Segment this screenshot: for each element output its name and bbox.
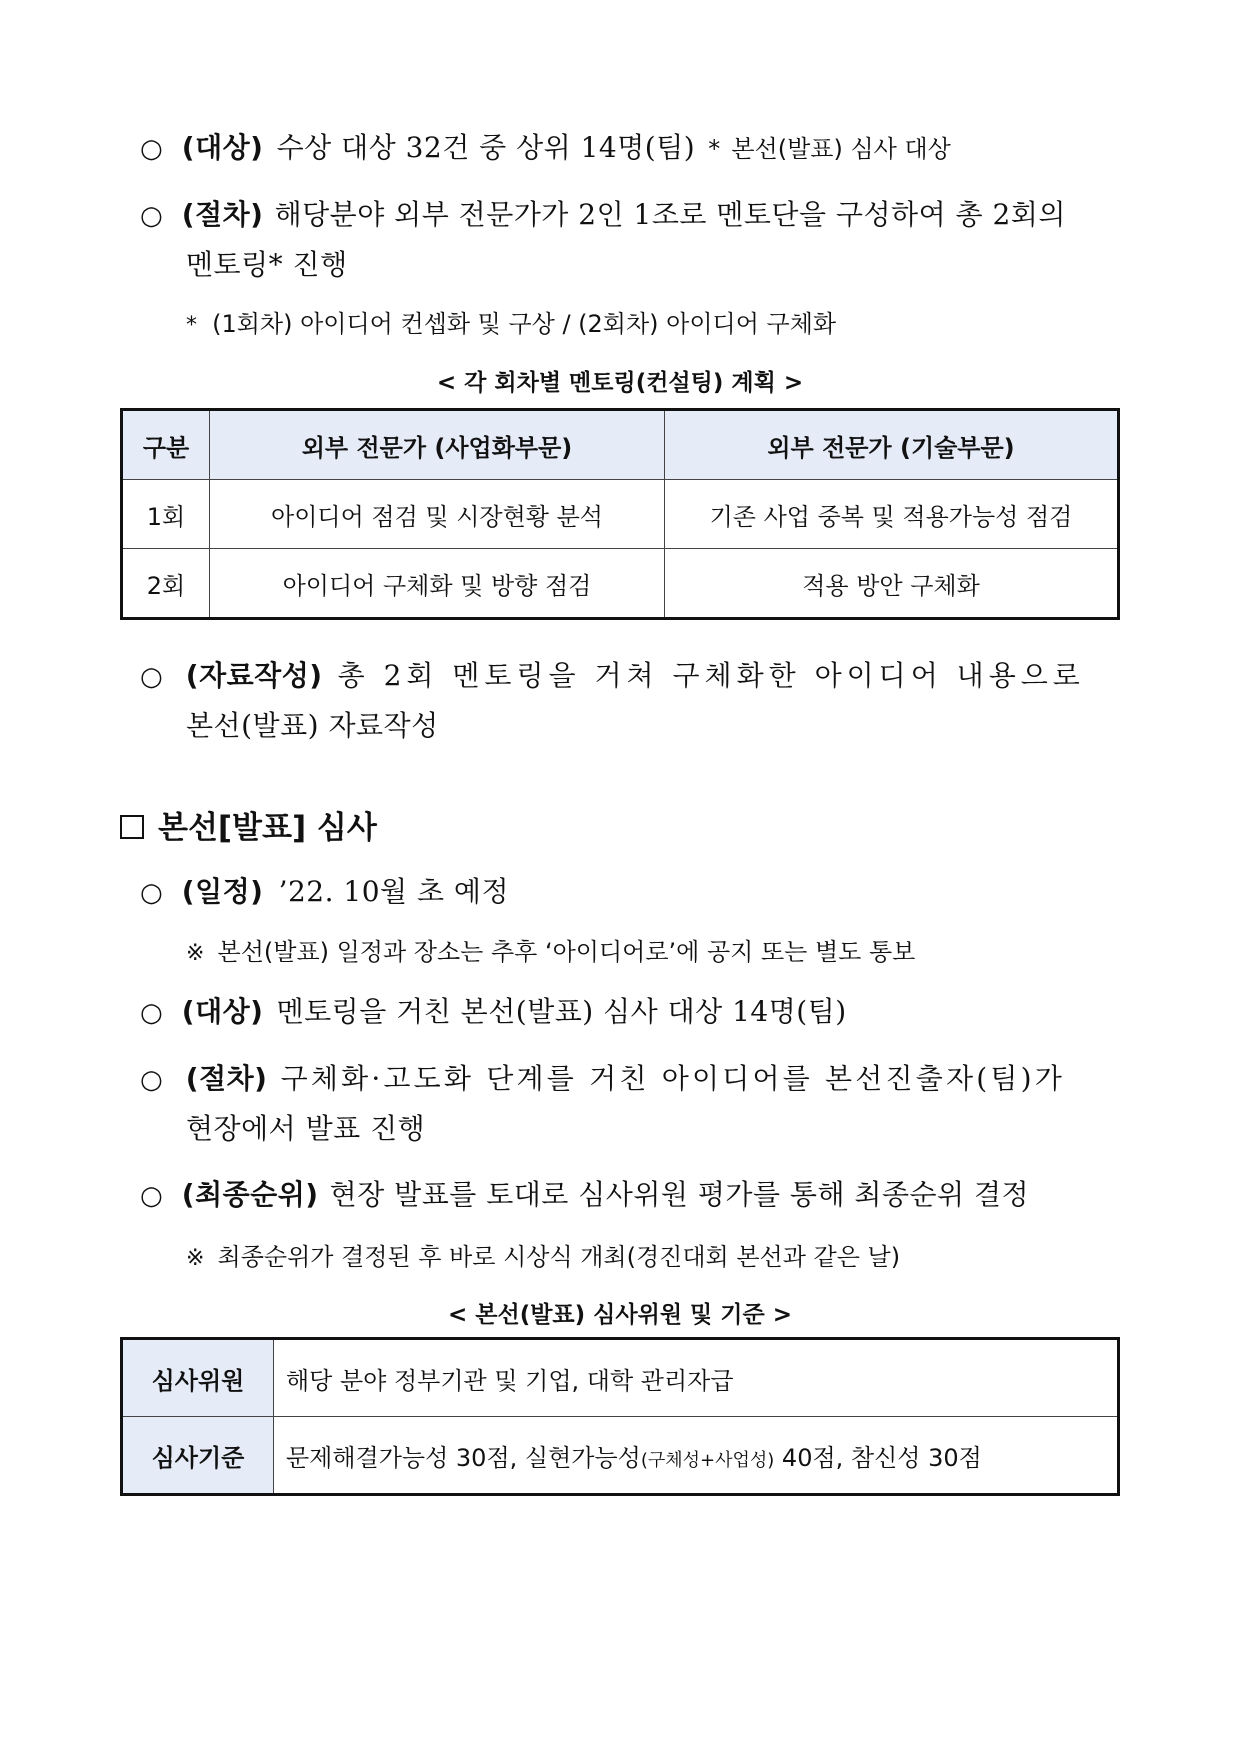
bullet: ○ <box>140 134 163 164</box>
target2-text: 멘토링을 거친 본선(발표) 심사 대상 14명(팀) <box>276 995 847 1028</box>
procedure2-line2: 현장에서 발표 진행 <box>186 1112 426 1145</box>
bullet: ○ <box>140 878 163 908</box>
section-title-row <box>120 802 377 847</box>
table-row <box>122 1339 1119 1417</box>
procedure-item <box>140 193 1066 233</box>
header-cell: 외부 전문가 (사업화부문) <box>210 410 665 480</box>
documentation-line2: 본선(발표) 자료작성 <box>186 709 439 742</box>
judging-criteria-table <box>120 1337 1120 1496</box>
procedure2-line1: 구체화·고도화 단계를 거친 아이디어를 본선진출자(팀)가 <box>280 1062 1066 1095</box>
criteria-part-a: 문제해결가능성 30점, 실현가능성 <box>286 1443 641 1472</box>
documentation-key: (자료작성) <box>185 659 323 692</box>
procedure-note: (1회차) 아이디어 컨셉화 및 구상 / (2회차) 아이디어 구체화 <box>212 310 837 338</box>
procedure-note-row <box>186 304 836 339</box>
schedule-note-row <box>186 932 915 967</box>
bullet: ○ <box>140 662 163 692</box>
criteria-small: (구체성+사업성) <box>640 1449 775 1471</box>
table-cell: 적용 방안 구체화 <box>665 549 1119 619</box>
schedule-note: 본선(발표) 일정과 장소는 추후 ‘아이디어로’에 공지 또는 별도 통보 <box>217 938 916 966</box>
procedure-line1: 해당분야 외부 전문가가 2인 1조로 멘토단을 구성하여 총 2회의 <box>274 198 1066 231</box>
ranking-key: (최종순위) <box>181 1178 319 1211</box>
criteria-label: 심사기준 <box>122 1417 274 1495</box>
judges-value: 해당 분야 정부기관 및 기업, 대학 관리자급 <box>274 1339 1119 1417</box>
criteria-value <box>274 1417 1119 1495</box>
header-cell: 구분 <box>122 410 210 480</box>
table-row <box>122 549 1119 619</box>
bullet: ○ <box>140 1065 163 1095</box>
criteria-part-b: 40점, 참신성 30점 <box>774 1443 982 1472</box>
checkbox-square-icon <box>120 815 144 839</box>
bullet: ○ <box>140 998 163 1028</box>
target-note: 본선(발표) 심사 대상 <box>731 135 951 163</box>
table-header-row <box>122 410 1119 480</box>
procedure2-key: (절차) <box>185 1062 268 1095</box>
header-cell: 외부 전문가 (기술부문) <box>665 410 1119 480</box>
bullet: ○ <box>140 201 163 231</box>
target2-key: (대상) <box>181 995 264 1028</box>
target-item <box>140 126 951 166</box>
mentoring-plan-table <box>120 408 1120 620</box>
table-row <box>122 480 1119 549</box>
table-cell: 2회 <box>122 549 210 619</box>
documentation-item <box>140 654 1085 694</box>
target2-item <box>140 990 847 1030</box>
documentation-line1: 총 2회 멘토링을 거쳐 구체화한 아이디어 내용으로 <box>337 659 1085 692</box>
reference-mark: ※ <box>186 941 205 966</box>
table-cell: 아이디어 점검 및 시장현황 분석 <box>210 480 665 549</box>
table-row <box>122 1417 1119 1495</box>
table-cell: 아이디어 구체화 및 방향 점검 <box>210 549 665 619</box>
procedure-line2: 멘토링* 진행 <box>186 248 348 281</box>
ranking-note-row <box>186 1237 900 1272</box>
schedule-key: (일정) <box>181 875 264 908</box>
table-cell: 1회 <box>122 480 210 549</box>
schedule-item <box>140 870 509 910</box>
note-star: * <box>186 313 197 338</box>
bullet: ○ <box>140 1181 163 1211</box>
table-cell: 기존 사업 중복 및 적용가능성 점검 <box>665 480 1119 549</box>
procedure2-item <box>140 1057 1065 1097</box>
judges-label: 심사위원 <box>122 1339 274 1417</box>
judging-table-caption: < 본선(발표) 심사위원 및 기준 > <box>447 1302 792 1328</box>
procedure-key: (절차) <box>181 198 264 231</box>
ranking-note: 최종순위가 결정된 후 바로 시상식 개최(경진대회 본선과 같은 날) <box>217 1243 901 1271</box>
schedule-text: ’22. 10월 초 예정 <box>278 875 510 908</box>
target-text: 수상 대상 32건 중 상위 14명(팀) <box>276 131 696 164</box>
section-title: 본선[발표] 심사 <box>158 810 377 846</box>
note-star: * <box>708 135 721 163</box>
target-key: (대상) <box>181 131 264 164</box>
ranking-text: 현장 발표를 토대로 심사위원 평가를 통해 최종순위 결정 <box>329 1178 1030 1211</box>
ranking-item <box>140 1173 1029 1213</box>
mentoring-table-caption: < 각 회차별 멘토링(컨설팅) 계획 > <box>436 370 804 396</box>
reference-mark: ※ <box>186 1246 205 1271</box>
